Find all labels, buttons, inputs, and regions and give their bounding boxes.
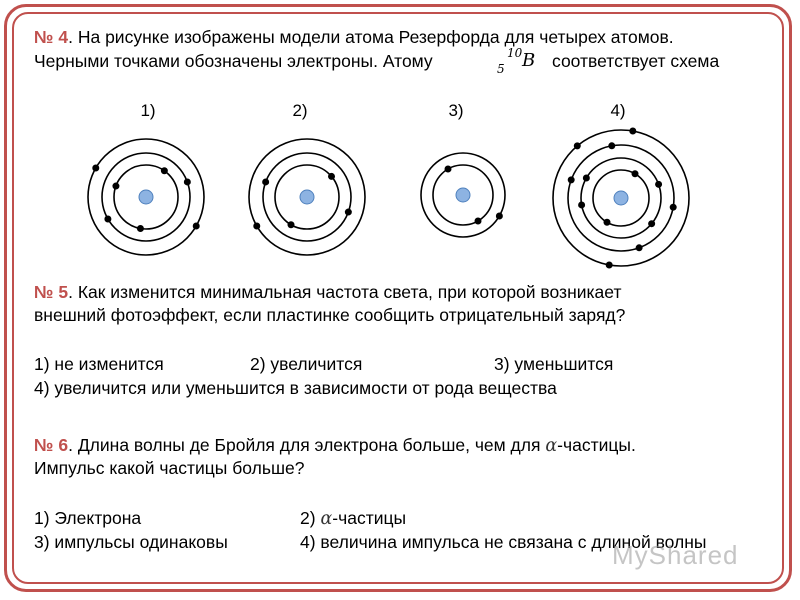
electron — [288, 221, 295, 228]
q6-answer-2 — [300, 507, 406, 530]
q4-number: № 4 — [34, 27, 69, 47]
atom-diagram-4 — [551, 128, 691, 268]
electron — [193, 223, 200, 230]
nucleus — [139, 190, 153, 204]
q4-line-1 — [34, 26, 674, 48]
q4-line-2-end — [552, 50, 719, 72]
q6-number: № 6 — [34, 435, 69, 455]
q4-text-3: соответствует схема — [552, 51, 720, 71]
electron — [104, 216, 111, 223]
q5-answer-2: 2) увеличится — [250, 354, 363, 374]
atom-diagram-2 — [247, 137, 367, 257]
isotope-symbol: B — [522, 50, 536, 71]
electron — [161, 167, 168, 174]
electron — [328, 173, 335, 180]
nucleus — [300, 190, 314, 204]
isotope-charge: 5 — [497, 62, 505, 76]
option-label-2: 2) — [292, 101, 308, 120]
q5-answer-4: 4) увеличится или уменьшится в зависимости от рода вещества — [34, 378, 557, 398]
electron — [574, 142, 581, 149]
electron — [137, 225, 144, 232]
alpha-symbol-2: α — [320, 509, 333, 529]
q6-text-1-end: -частицы. — [557, 435, 636, 455]
electron — [583, 175, 590, 182]
electron — [578, 201, 585, 208]
electron — [496, 213, 503, 220]
nucleus — [456, 188, 470, 202]
q6-text-1: . Длина волны де Бройля для электрона больше, чем для — [68, 435, 541, 455]
electron — [475, 217, 482, 224]
q4-text-2: Черными точками обозначены электроны. Атому — [34, 51, 433, 71]
electron — [632, 170, 639, 177]
electron — [606, 261, 613, 268]
q6-answer-3: 3) импульсы одинаковы — [34, 532, 228, 552]
q4-text-1: . На рисунке изображены модели атома Резерфорда для четырех атомов. — [68, 27, 674, 47]
q5-line-1 — [34, 281, 621, 303]
electron — [629, 128, 636, 135]
electron — [636, 244, 643, 251]
atom-diagram-3 — [418, 150, 508, 240]
electron — [184, 178, 191, 185]
q5-number: № 5 — [34, 282, 69, 302]
option-label-1: 1) — [140, 101, 156, 120]
atom-diagram-1 — [86, 137, 206, 257]
q6-answer-2-prefix: 2) — [300, 508, 316, 528]
q6-line-2: Импульс какой частицы больше? — [34, 458, 305, 478]
q5-answer-3: 3) уменьшится — [494, 354, 614, 374]
alpha-symbol-1: α — [545, 436, 558, 456]
option-label-4: 4) — [610, 101, 626, 120]
electron — [568, 176, 575, 183]
q6-answer-2-end: -частицы — [332, 508, 407, 528]
electron — [262, 178, 269, 185]
electron — [670, 204, 677, 211]
q4-line-2 — [34, 50, 433, 72]
q6-answer-1: 1) Электрона — [34, 508, 142, 528]
electron — [604, 219, 611, 226]
electron — [648, 220, 655, 227]
option-label-3: 3) — [448, 101, 464, 120]
q5-text-1: . Как изменится минимальная частота света, при которой возникает — [68, 282, 622, 302]
electron — [445, 166, 452, 173]
q5-line-2: внешний фотоэффект, если пластинке сообщить отрицательный заряд? — [34, 305, 626, 325]
electron — [608, 142, 615, 149]
electron — [112, 183, 119, 190]
nucleus — [614, 191, 628, 205]
watermark: MyShared — [612, 540, 739, 570]
q6-line-1 — [34, 434, 636, 457]
isotope-mass: 10 — [507, 46, 523, 60]
q6-answer-4: 4) величина импульса не связана с длиной волны — [300, 532, 707, 552]
q5-answer-1: 1) не изменится — [34, 354, 164, 374]
electron — [345, 209, 352, 216]
electron — [253, 223, 260, 230]
electron — [92, 165, 99, 172]
electron — [655, 181, 662, 188]
